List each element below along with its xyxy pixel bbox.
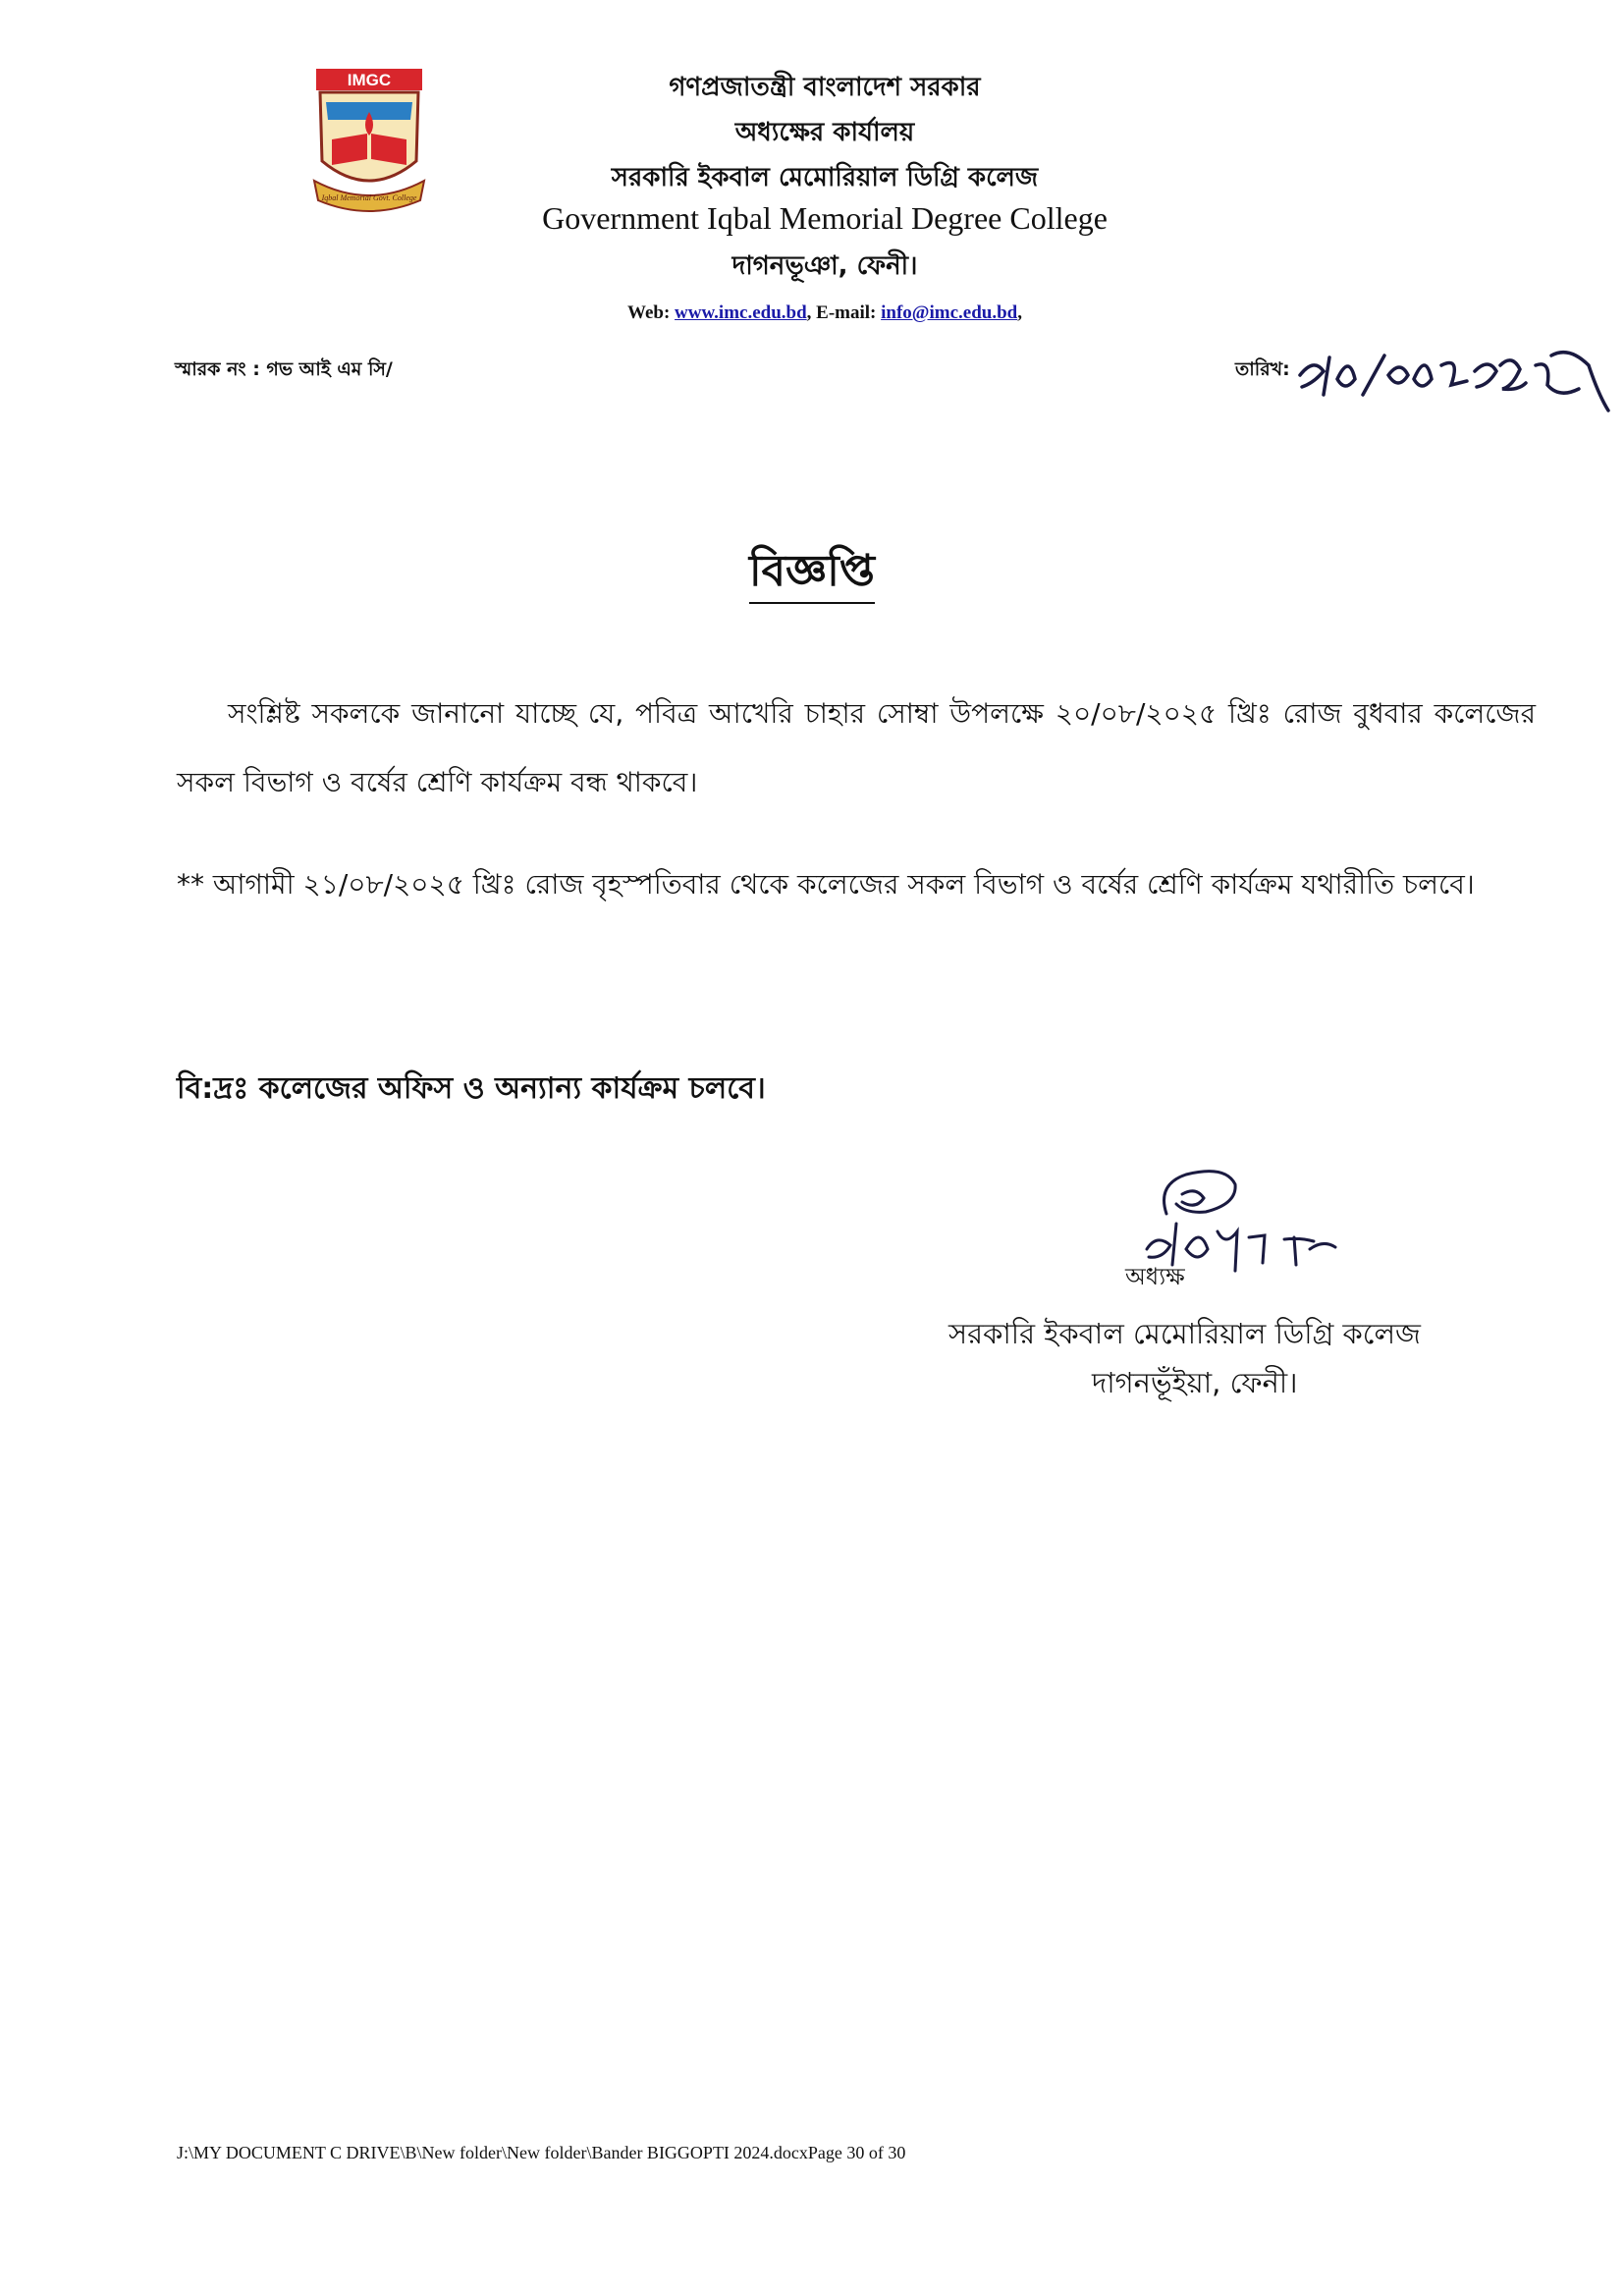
date-label: তারিখ: xyxy=(1235,358,1290,380)
memo-number: স্মারক নং : গভ আই এম সি/ xyxy=(175,358,393,380)
notice-paragraph-1: সংশ্লিষ্ট সকলকে জানানো যাচ্ছে যে, পবিত্র আখেরি চাহার সোম্বা উপলক্ষে ২০/০৮/২০২৫ খ্রিঃ রোজ বুধবার কলেজের সকল বিভাগ ও বর্ষের শ্রেণি কার্যক্রম বন্ধ থাকবে। xyxy=(177,697,1536,798)
logo-ribbon-text: Iqbal Memorial Govt. College xyxy=(321,193,417,202)
college-logo xyxy=(310,63,428,220)
govt-name: গণপ্রজাতন্ত্রী বাংলাদেশ সরকার xyxy=(669,73,981,102)
college-name-en: Government Iqbal Memorial Degree College xyxy=(542,200,1108,236)
email-link[interactable]: info@imc.edu.bd xyxy=(881,302,1018,323)
web-link[interactable]: www.imc.edu.bd xyxy=(675,302,807,323)
notice-title xyxy=(0,538,1624,610)
signatory-college: সরকারি ইকবাল মেমোরিয়াল ডিগ্রি কলেজ xyxy=(948,1317,1421,1350)
contact-trailing: , xyxy=(1017,302,1022,323)
college-location: দাগনভূঞা, ফেনী। xyxy=(731,251,918,281)
signatory-location: দাগনভূঁইয়া, ফেনী। xyxy=(1092,1366,1298,1399)
logo-text: IMGC xyxy=(347,71,392,89)
college-name-bn: সরকারি ইকবাল মেমোরিয়াল ডিগ্রি কলেজ xyxy=(611,163,1039,192)
signature-strokes xyxy=(1147,1172,1335,1271)
office-name: অধ্যক্ষের কার্যালয় xyxy=(734,118,915,147)
notice-title-text: বিজ্ঞপ্তি xyxy=(749,546,875,604)
contact-line xyxy=(452,302,1198,324)
email-label: , E-mail: xyxy=(806,302,877,323)
signatory-title: অধ্যক্ষ xyxy=(1125,1263,1185,1290)
notice-note: বি:দ্রঃ কলেজের অফিস ও অন্যান্য কার্যক্রম চলবে। xyxy=(177,1071,766,1106)
web-label: Web: xyxy=(627,302,671,323)
date-strokes xyxy=(1300,353,1608,410)
footer-file-path: J:\MY DOCUMENT C DRIVE\B\New folder\New folder\Bander BIGGOPTI 2024.docxPage 30 of 30 xyxy=(177,2143,906,2162)
notice-paragraph-2: ** আগামী ২১/০৮/২০২৫ খ্রিঃ রোজ বৃহস্পতিবার থেকে কলেজের সকল বিভাগ ও বর্ষের শ্রেণি কার্যক্রম যথারীতি চলবে। xyxy=(177,868,1475,901)
handwritten-date xyxy=(1294,336,1618,424)
